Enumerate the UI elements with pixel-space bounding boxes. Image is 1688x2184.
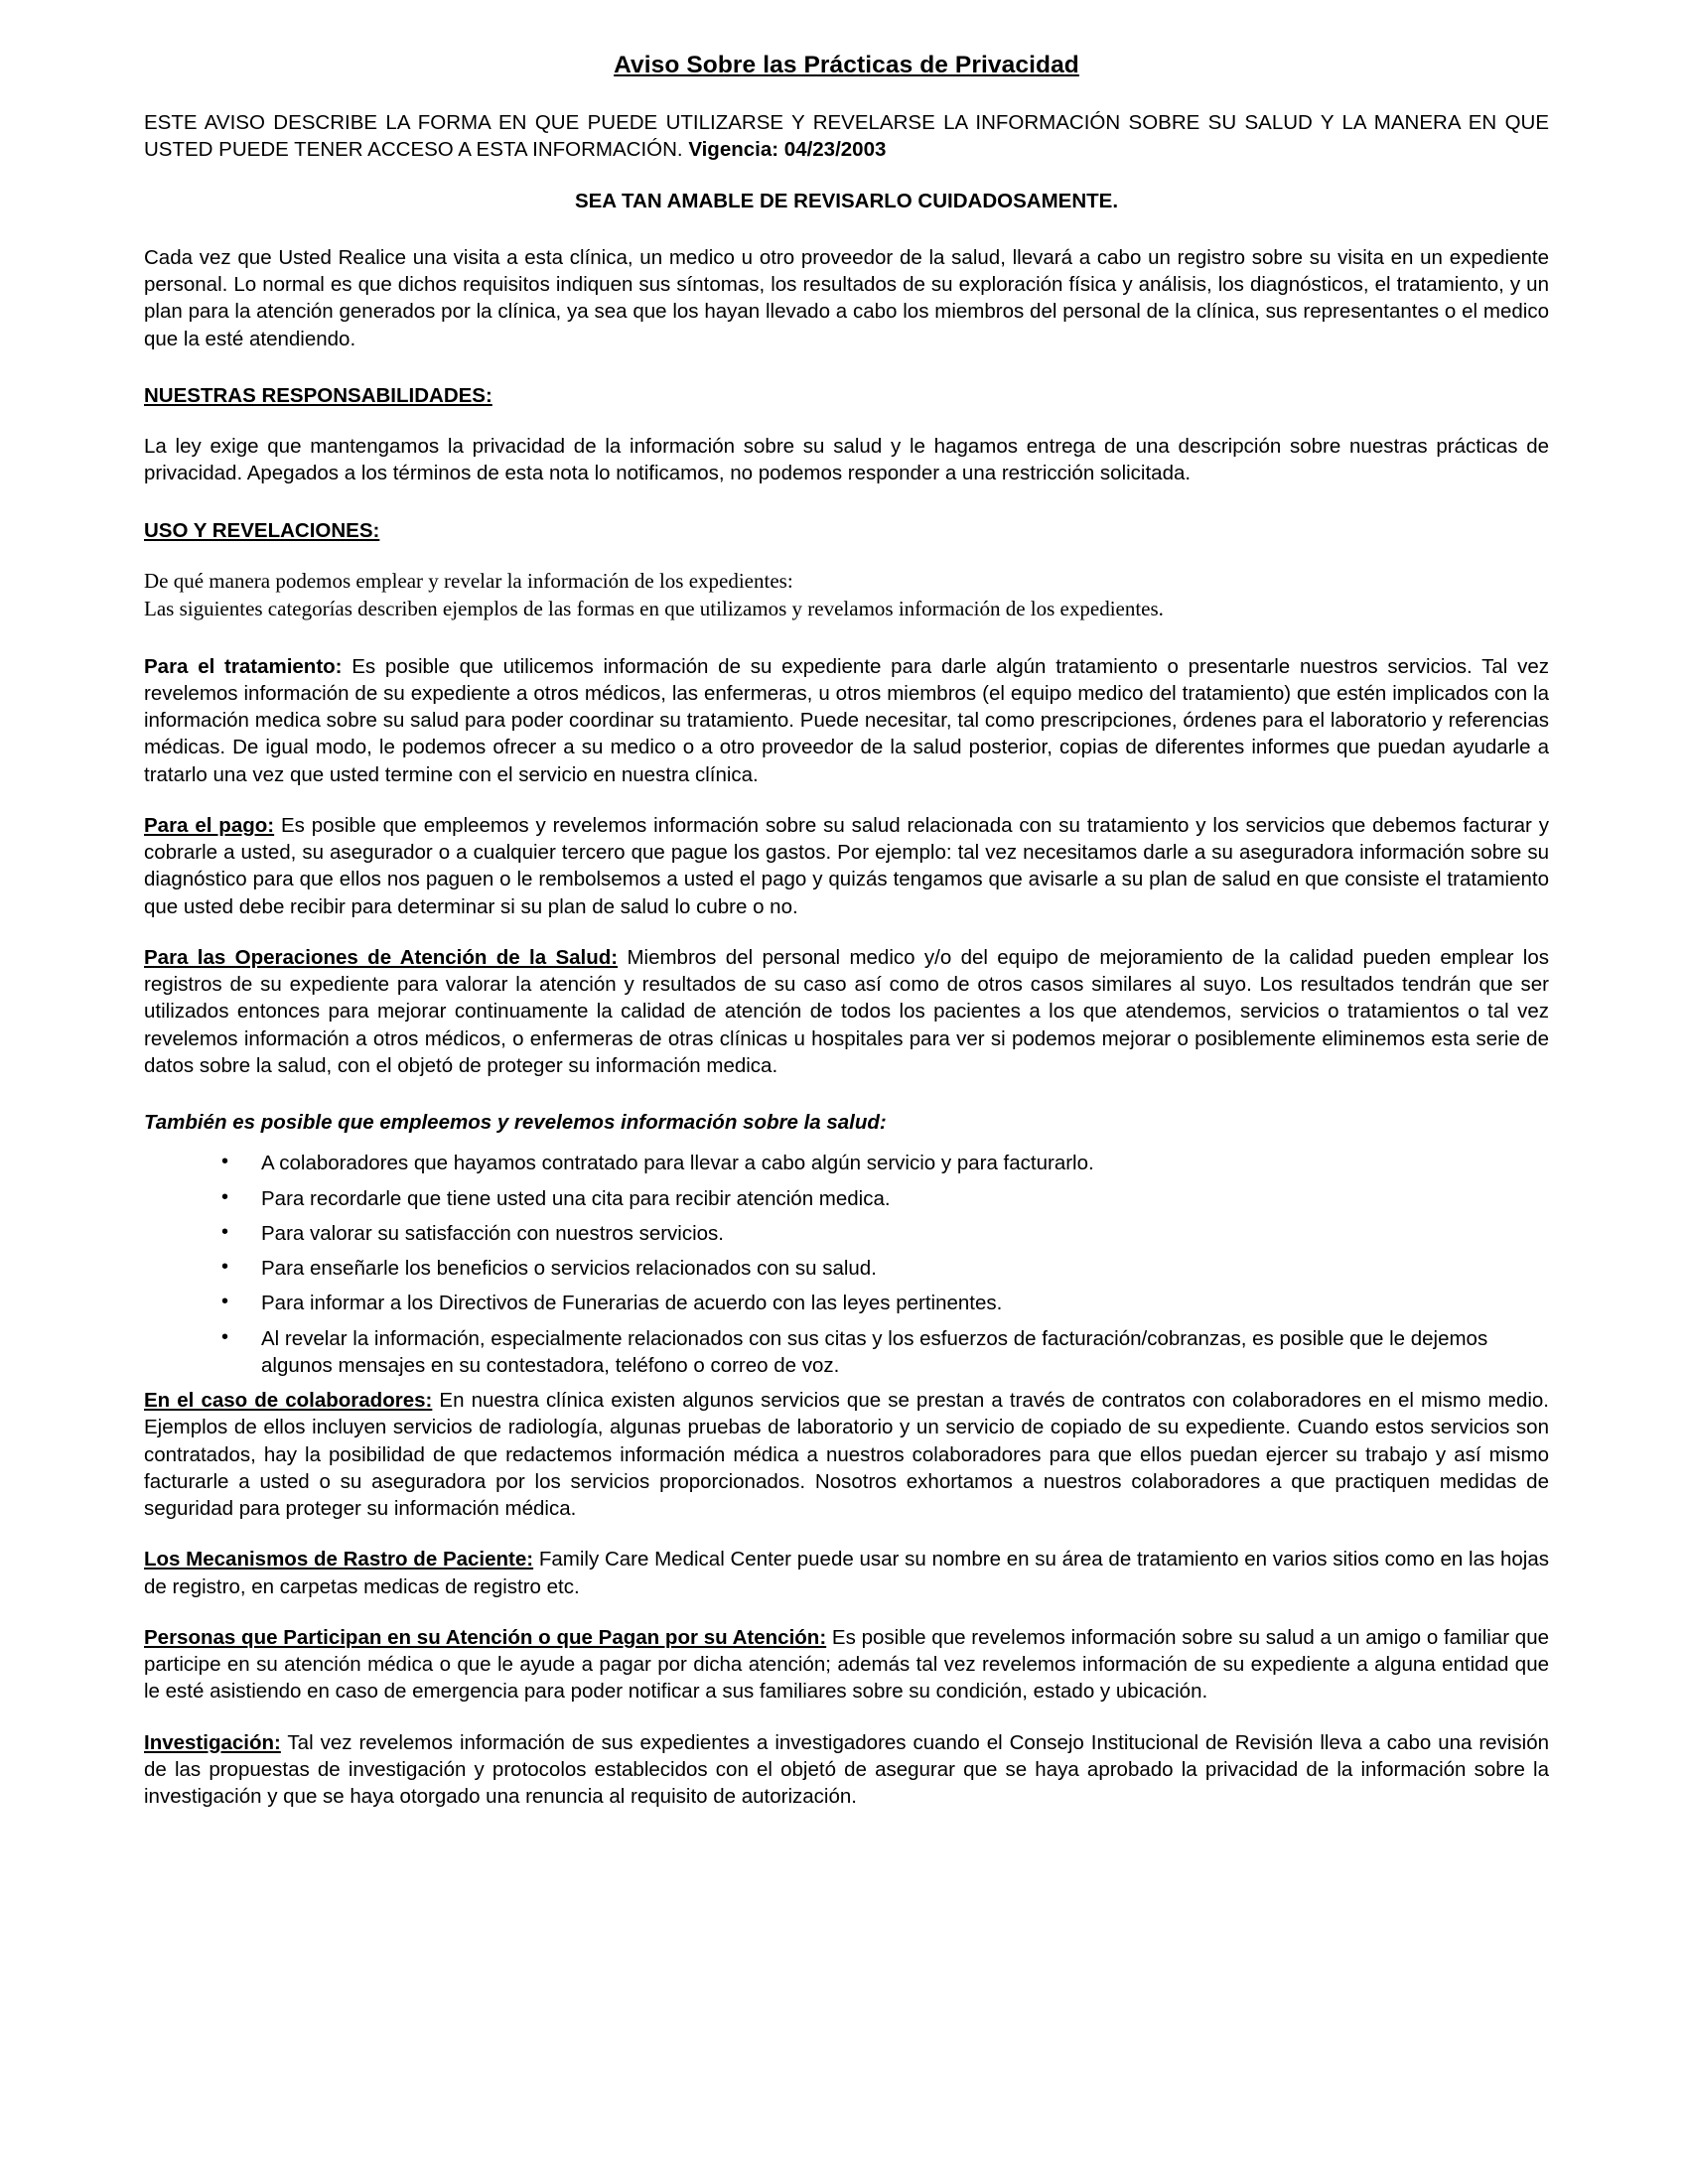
- list-item: • A colaboradores que hayamos contratado para llevar a cabo algún servicio y para facturarlo.: [221, 1150, 1549, 1176]
- list-item: • Para informar a los Directivos de Funerarias de acuerdo con las leyes pertinentes.: [221, 1290, 1549, 1316]
- disclosure-bullet-list: [144, 1150, 1549, 1379]
- list-item: • Para valorar su satisfacción con nuestros servicios.: [221, 1220, 1549, 1247]
- topic-body-investigacion: Tal vez revelemos información de sus expedientes a investigadores cuando el Consejo Institucional de Revisión lleva a cabo una revisión de las propuestas de investigación y protocolos establecidos con el objetó de asegurar que se haya aprobado la privacidad de la información sobre la investigación y que se haya otorgado una renuncia al requisito de autorización.: [144, 1730, 1549, 1809]
- page-title: Aviso Sobre las Prácticas de Privacidad: [614, 52, 1079, 78]
- uso-serif-line-1: De qué manera podemos emplear y revelar la información de los expedientes:: [144, 568, 793, 593]
- section-heading-responsabilidades: NUESTRAS RESPONSABILIDADES:: [144, 383, 492, 407]
- topic-para-tratamiento: [144, 653, 1549, 788]
- topic-lead-rastro-paciente: Los Mecanismos de Rastro de Paciente:: [144, 1548, 534, 1571]
- topic-para-pago: [144, 812, 1549, 920]
- list-item: • Para enseñarle los beneficios o servicios relacionados con su salud.: [221, 1255, 1549, 1282]
- list-item: • Para recordarle que tiene usted una cita para recibir atención medica.: [221, 1185, 1549, 1212]
- review-notice: SEA TAN AMABLE DE REVISARLO CUIDADOSAMENTE.: [574, 189, 1119, 212]
- topic-para-investigacion: [144, 1729, 1549, 1811]
- topic-lead-personas-participan: Personas que Participan en su Atención o que Pagan por su Atención:: [144, 1625, 827, 1649]
- topic-lead-investigacion: Investigación:: [144, 1730, 281, 1754]
- topic-body-pago: Es posible que empleemos y revelemos información sobre su salud relacionada con su tratamiento y los servicios que debemos facturar y cobrarle a usted, su asegurador o a cualquier tercero que pague los gastos. Por ejemplo: tal vez necesitamos darle a su aseguradora información sobre su diagnóstico para que ellos nos paguen o le rembolsemos a usted el pago y quizás tengamos que avisarle a su plan de salud en que consiste el tratamiento que usted debe recibir para determinar si su plan de salud lo cubre o no.: [144, 813, 1549, 918]
- section-heading-uso-revelaciones: USO Y REVELACIONES:: [144, 518, 380, 542]
- intro-notice: [144, 109, 1549, 164]
- topic-lead-tratamiento: Para el tratamiento:: [144, 654, 343, 678]
- uso-serif-line-2: Las siguientes categorías describen ejemplos de las formas en que utilizamos y revelamos información de los expedientes.: [144, 596, 1164, 620]
- effective-date: Vigencia: 04/23/2003: [688, 138, 887, 162]
- bullet-intro: También es posible que empleemos y revelemos información sobre la salud:: [144, 1111, 887, 1135]
- topic-lead-operaciones: Para las Operaciones de Atención de la Salud:: [144, 945, 619, 969]
- topic-body-colaboradores: En nuestra clínica existen algunos servicios que se prestan a través de contratos con colaboradores en el mismo medio. Ejemplos de ellos incluyen servicios de radiología, algunas pruebas de laboratorio y un servicio de copiado de su expediente. Cuando estos servicios son contratados, hay la posibilidad de que redactemos información médica a nuestros colaboradores para que ellos puedan ejercer su trabajo y así mismo facturarle a usted o su aseguradora por los servicios proporcionados. Nosotros exhortamos a nuestros colaboradores a que practiquen medidas de seguridad para proteger su información médica.: [144, 1389, 1549, 1521]
- topic-para-personas-participan: [144, 1624, 1549, 1706]
- topic-para-operaciones: [144, 944, 1549, 1079]
- topic-lead-colaboradores: En el caso de colaboradores:: [144, 1389, 433, 1413]
- topic-body-personas-participan: Es posible que revelemos información sobre su salud a un amigo o familiar que participe en su atención médica o que le ayude a pagar por dicha atención; además tal vez revelemos información de su expediente a alguna entidad que le esté asistiendo en caso de emergencia para poder notificar a sus familiares sobre su condición, estado y ubicación.: [144, 1625, 1549, 1704]
- section-body-responsabilidades: La ley exige que mantengamos la privacidad de la información sobre su salud y le hagamos entrega de una descripción sobre nuestras prácticas de privacidad. Apegados a los términos de esta nota lo notificamos, no podemos responder a una restricción solicitada.: [144, 435, 1549, 485]
- intro-notice-text: ESTE AVISO DESCRIBE LA FORMA EN QUE PUEDE UTILIZARSE Y REVELARSE LA INFORMACIÓN SOBRE SU SALUD Y LA MANERA EN QUE USTED PUEDE TENER ACCESO A ESTA INFORMACIÓN.: [144, 111, 1549, 162]
- topic-body-tratamiento: Es posible que utilicemos información de su expediente para darle algún tratamiento o presentarle nuestros servicios. Tal vez revelemos información de su expediente a otros médicos, las enfermeras, u otros miembros (el equipo medico del tratamiento) que estén implicados con la información medica sobre su salud para poder coordinar su tratamiento. Puede necesitar, tal como prescripciones, órdenes para el laboratorio y referencias médicas. De igual modo, le podemos ofrecer a su medico o a otro proveedor de la salud posterior, copias de diferentes informes que puedan ayudarle a tratarlo una vez que usted termine con el servicio en nuestra clínica.: [144, 654, 1549, 786]
- topic-body-rastro-paciente: Family Care Medical Center puede usar su nombre en su área de tratamiento en varios sitios como en las hojas de registro, en carpetas medicas de registro etc.: [144, 1548, 1549, 1598]
- opening-paragraph: Cada vez que Usted Realice una visita a esta clínica, un medico u otro proveedor de la salud, llevará a cabo un registro sobre su visita en un expediente personal. Lo normal es que dichos requisitos indiquen sus síntomas, los resultados de su exploración física y análisis, los diagnósticos, el tratamiento, y un plan para la atención generados por la clínica, ya sea que los hayan llevado a cabo los miembros del personal de la clínica, sus representantes o el medico que la esté atendiendo.: [144, 245, 1549, 350]
- topic-body-operaciones: Miembros del personal medico y/o del equipo de mejoramiento de la calidad pueden emplear los registros de su expediente para valorar la atención y resultados de su caso así como de otros casos similares al suyo. Los resultados tendrán que ser utilizados entonces para mejorar continuamente la calidad de atención de todos los pacientes a los que atendemos, servicios o tratamientos o tal vez revelemos información a otros médicos, o enfermeras de otras clínicas u hospitales para ver si podemos mejorar o posiblemente eliminemos esta serie de datos sobre la salud, con el objetó de proteger su información medica.: [144, 945, 1550, 1077]
- list-item: • Al revelar la información, especialmente relacionados con sus citas y los esfuerzos de facturación/cobranzas, es posible que le dejemos algunos mensajes en su contestadora, teléfono o correo de voz.: [221, 1325, 1549, 1380]
- topic-para-rastro-paciente: [144, 1546, 1549, 1600]
- topic-lead-pago: Para el pago:: [144, 813, 275, 837]
- topic-para-colaboradores: [144, 1387, 1549, 1522]
